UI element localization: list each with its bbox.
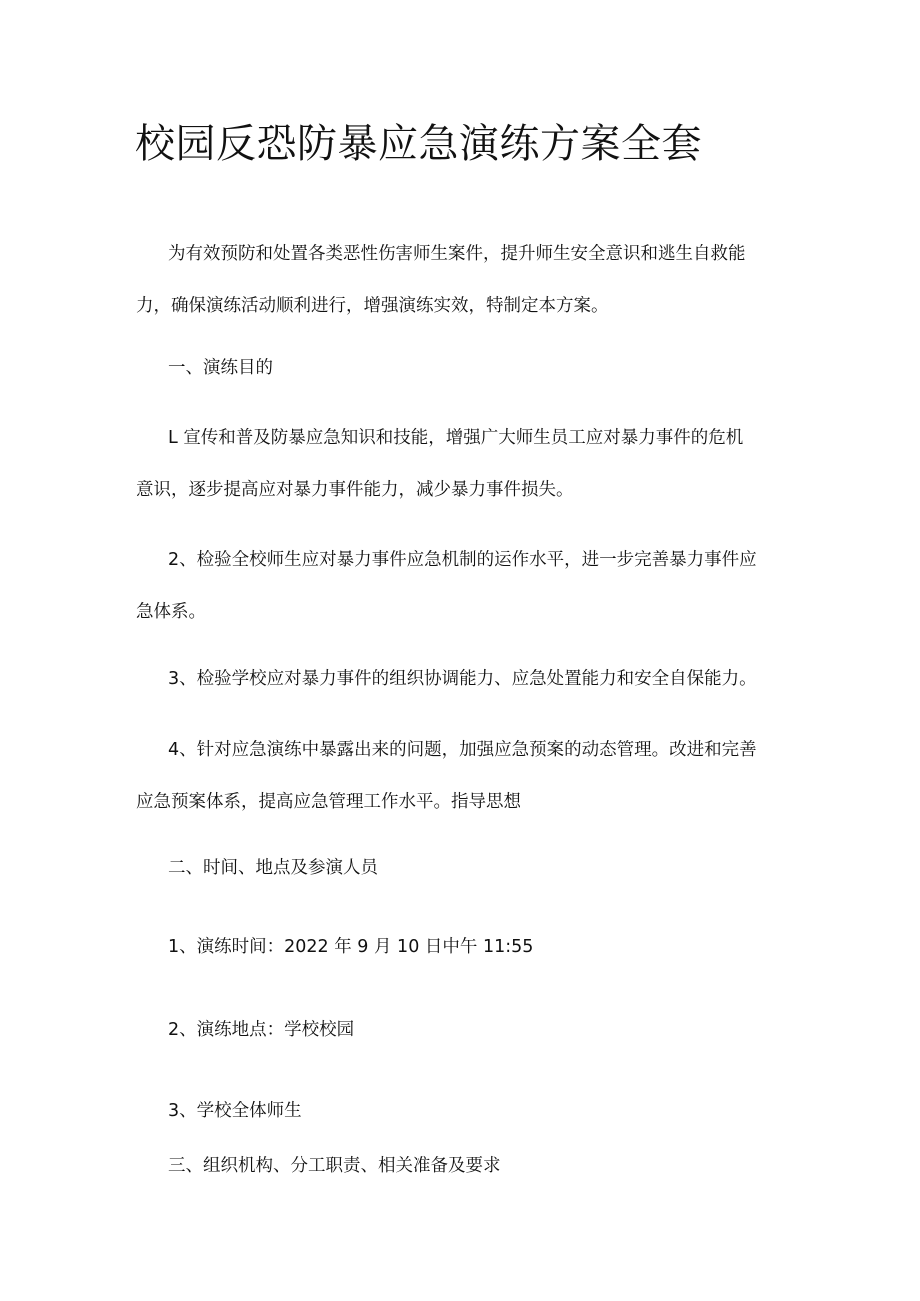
purpose-item-1: [136, 412, 790, 516]
drill-time: [136, 921, 790, 973]
drill-place: [136, 1004, 790, 1056]
paragraph-line: 3、学校全体师生: [168, 1101, 302, 1121]
paragraph-line: 3、检验学校应对暴力事件的组织协调能力、应急处置能力和安全自保能力。: [168, 669, 757, 689]
paragraph-line: 为有效预防和处置各类恶性伤害师生案件，提升师生安全意识和逃生自救能: [168, 244, 746, 264]
paragraph-line: 4、针对应急演练中暴露出来的问题，加强应急预案的动态管理。改进和完善: [168, 740, 757, 760]
purpose-item-3: [136, 653, 790, 705]
drill-participants: [136, 1085, 790, 1137]
paragraph-line: 急体系。: [136, 602, 206, 622]
section-heading-purpose: [136, 342, 790, 394]
paragraph-line: L 宣传和普及防暴应急知识和技能，增强广大师生员工应对暴力事件的危机: [168, 428, 744, 448]
section-heading-time-place: [136, 842, 790, 894]
paragraph-line: 1、演练时间：2022 年 9 月 10 日中午 11:55: [168, 937, 534, 957]
paragraph-line: 2、检验全校师生应对暴力事件应急机制的运作水平，进一步完善暴力事件应: [168, 550, 757, 570]
paragraph-line: 意识，逐步提高应对暴力事件能力，减少暴力事件损失。: [136, 480, 574, 500]
purpose-item-2: [136, 534, 790, 638]
document-title: 校园反恐防暴应急演练方案全套: [135, 121, 702, 167]
section-heading-organization: [136, 1140, 790, 1192]
paragraph-line: 力，确保演练活动顺利进行，增强演练实效，特制定本方案。: [136, 296, 609, 316]
heading-line: 三、组织机构、分工职责、相关准备及要求: [168, 1156, 501, 1176]
purpose-item-4: [136, 724, 790, 828]
paragraph-line: 应急预案体系，提高应急管理工作水平。指导思想: [136, 792, 521, 812]
heading-line: 二、时间、地点及参演人员: [168, 858, 378, 878]
paragraph-line: 2、演练地点：学校校园: [168, 1020, 355, 1040]
intro-paragraph: [136, 228, 790, 332]
heading-line: 一、演练目的: [168, 358, 273, 378]
